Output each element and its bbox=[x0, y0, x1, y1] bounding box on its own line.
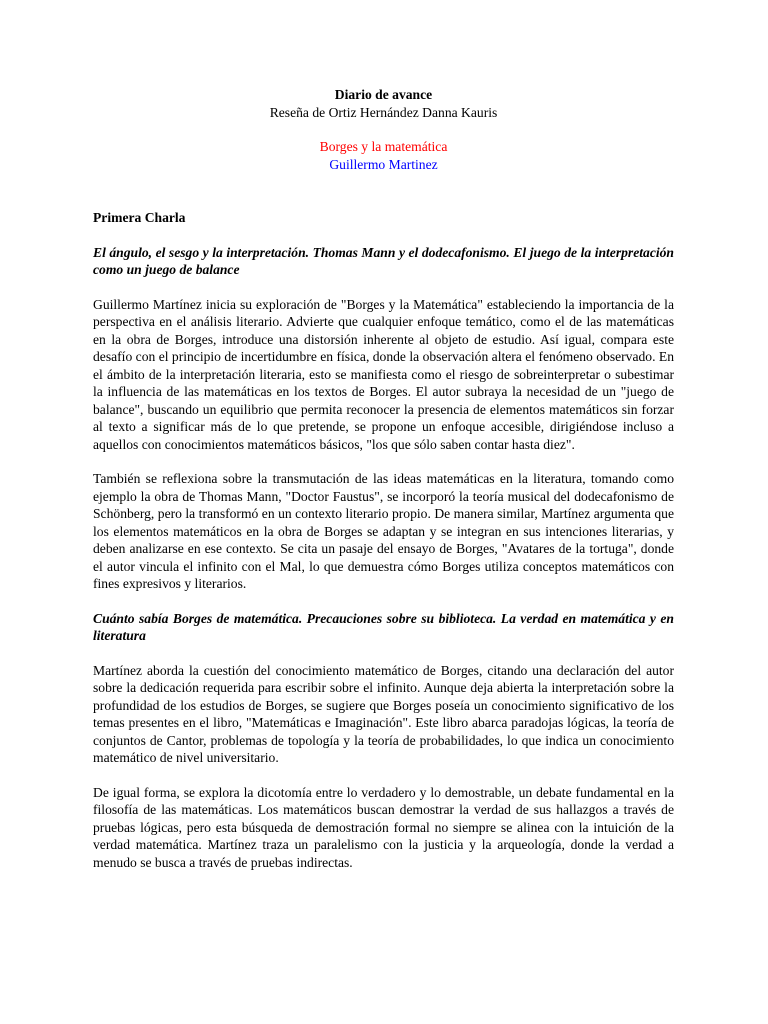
subheading-2: Cuánto sabía Borges de matemática. Precauciones sobre su biblioteca. La verdad en matemática y en literatura bbox=[93, 610, 674, 643]
book-author: Guillermo Martinez bbox=[329, 156, 438, 172]
paragraph-2: También se reflexiona sobre la transmutación de las ideas matemáticas en la literatura, tomando como ejemplo la obra de Thomas Mann, "Doctor Faustus", se incorporó la teoría musical del dodecafonismo de Schönberg, pero la transformó en un contexto literario propio. De manera similar, Martínez argumenta que los elementos matemáticos en la obra de Borges se adaptan y se integran en sus intenciones literarias, y deben analizarse en ese contexto. Se cita un pasaje del ensayo de Borges, "Avatares de la tortuga", donde el autor vincula el infinito con el Mal, lo que demuestra cómo Borges utiliza conceptos matemáticos con fines expresivos y literarios. bbox=[93, 471, 674, 591]
paragraph-3: Martínez aborda la cuestión del conocimiento matemático de Borges, citando una declaración del autor sobre la dedicación requerida para escribir sobre el infinito. Aunque deja abierta la interpretación sobre la profundidad de los estudios de Borges, se sugiere que Borges poseía un conocimiento significativo de los temas presentes en el libro, "Matemáticas e Imaginación". Este libro abarca paradojas lógicas, la teoría de conjuntos de Cantor, problemas de topología y la teoría de probabilidades, lo que indica un conocimiento matemático de nivel universitario. bbox=[93, 662, 674, 765]
document-title: Diario de avance bbox=[334, 87, 433, 102]
paragraph-1: Guillermo Martínez inicia su exploración de "Borges y la Matemática" estableciendo la importancia de la perspectiva en el análisis literario. Advierte que cualquier enfoque temático, como el de las matemáticas en la obra de Borges, introduce una distorsión inherente al objeto de estudio. Así igual, compara este desafío con el principio de incertidumbre en física, donde la observación altera el fenómeno observado. En el ámbito de la interpretación literaria, esto se manifiesta como el riesgo de sobreinterpretar o subestimar la influencia de las matemáticas en los textos de Borges. El autor subraya la necesidad de un "juego de balance", buscando un equilibrio que permita reconocer la presencia de elementos matemáticos sin forzar al texto a significar más de lo que pretende, se propone un enfoque accesible, dirigiéndose incluso a aquellos con conocimientos matemáticos básicos, "los que sólo saben contar hasta diez". bbox=[93, 296, 674, 452]
section-heading: Primera Charla bbox=[93, 210, 186, 225]
document-page bbox=[93, 86, 674, 871]
book-title: Borges y la matemática bbox=[319, 139, 448, 154]
document-subtitle: Reseña de Ortiz Hernández Danna Kauris bbox=[269, 104, 498, 120]
paragraph-4: De igual forma, se explora la dicotomía entre lo verdadero y lo demostrable, un debate fundamental en la filosofía de las matemáticas. Los matemáticos buscan demostrar la verdad de sus hallazgos a través de pruebas lógicas, pero esta búsqueda de demostración formal no siempre se alinea con la intuición de la verdad matemática. Martínez traza un paralelismo con la justicia y la arqueología, donde la verdad a menudo se busca a través de pruebas indirectas. bbox=[93, 784, 674, 870]
subheading-1: El ángulo, el sesgo y la interpretación. Thomas Mann y el dodecafonismo. El juego de la interpretación como un juego de balance bbox=[93, 244, 674, 277]
